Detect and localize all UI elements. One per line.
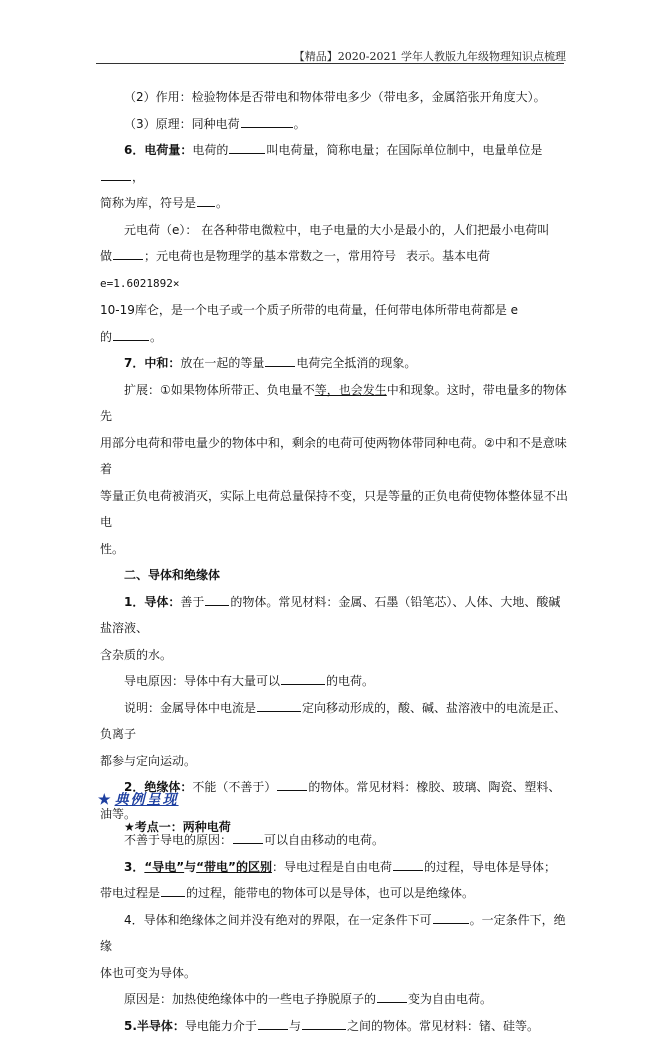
text: （2）作用：检验物体是否带电和物体带电多少（带电多，金属箔张开角度大）。 — [124, 90, 546, 104]
line-extension — [100, 377, 568, 430]
underlined-text: 等，也会发生 — [315, 383, 387, 397]
text: 叫电荷量，简称电量；在国际单位制中，电量单位是 — [266, 143, 542, 157]
text: 简称为库，符号是 — [100, 196, 196, 210]
line-boundary-2 — [100, 960, 568, 987]
header-rule — [96, 63, 564, 64]
item-heading: 2．绝缘体： — [124, 780, 192, 794]
text: 导电能力介于 — [185, 1019, 257, 1033]
text: 原因是：加热使绝缘体中的一些电子挣脱原子的 — [124, 992, 376, 1006]
text: 。 — [150, 330, 162, 344]
item-heading: 5.半导体： — [124, 1019, 185, 1033]
text: 善于 — [180, 595, 204, 609]
line-explanation — [100, 695, 568, 748]
text: 元电荷（e）： 在各种带电微粒中，电子电量的大小是最小的，人们把最小电荷叫 — [124, 223, 549, 237]
line-elementary-charge-2 — [100, 243, 568, 297]
line-coulomb — [100, 190, 568, 217]
text: 。一定条件下，绝缘 — [100, 913, 566, 954]
line-cause — [100, 986, 568, 1013]
fill-blank — [233, 831, 263, 844]
fill-blank — [433, 911, 469, 924]
text: 扩展：①如果物体所带正、负电量不 — [124, 383, 315, 397]
text: 。 — [294, 117, 306, 131]
fill-blank — [377, 990, 407, 1003]
text: 等量正负电荷被消灭，实际上电荷总量保持不变，只是等量的正负电荷使物体整体显不出电 — [100, 489, 568, 530]
fill-blank — [281, 672, 325, 685]
line-elementary-charge-3 — [100, 297, 568, 324]
text: 用部分电荷和带电量少的物体中和，剩余的电荷可使两物体带同种电荷。②中和不是意味着 — [100, 436, 567, 477]
fill-blank — [229, 141, 265, 154]
line-extension-4 — [100, 536, 568, 563]
text: 中和现象。这时，带电量多的物体先 — [100, 383, 567, 424]
text: 与 — [289, 1019, 301, 1033]
line-difference-2 — [100, 880, 568, 907]
fill-blank — [257, 699, 301, 712]
text: “带电” — [196, 860, 236, 874]
banner-title: 典例呈现 — [115, 792, 179, 808]
line-semiconductor — [100, 1013, 568, 1039]
item-heading: 6．电荷量： — [124, 143, 192, 157]
text: 不善于导电的原因： — [124, 833, 232, 847]
item-heading: 1．导体： — [124, 595, 180, 609]
page-header: 【精品】2020-2021 学年人教版九年级物理知识点梳理 — [96, 48, 566, 64]
text: “导电” — [144, 860, 184, 874]
line-extension-2 — [100, 430, 568, 483]
text: 可以自由移动的电荷。 — [264, 833, 384, 847]
text: 与 — [184, 860, 196, 874]
text: 做 — [100, 249, 112, 263]
text: 表示。基本电荷 — [406, 249, 490, 263]
line-difference — [100, 854, 568, 881]
item-heading: 7．中和： — [124, 356, 180, 370]
text: （3）原理：同种电荷 — [124, 117, 240, 131]
text: 的电荷。 — [326, 674, 374, 688]
fill-blank — [205, 593, 229, 606]
text: ， — [132, 170, 144, 184]
text: 的物体。常见材料：金属、石墨（铅笔芯）、人体、大地、酸碱盐溶液、 — [100, 595, 560, 636]
text: 性。 — [100, 542, 124, 556]
text: 电荷的 — [192, 143, 228, 157]
text: 的区别 — [236, 860, 272, 874]
text: 放在一起的等量 — [180, 356, 264, 370]
text: 都参与定向运动。 — [100, 754, 196, 768]
line-neutralization — [100, 350, 568, 377]
text: 变为自由电荷。 — [408, 992, 492, 1006]
line-principle — [100, 111, 568, 138]
line-explanation-2 — [100, 748, 568, 775]
line-conduct-reason — [100, 668, 568, 695]
fill-blank — [197, 194, 215, 207]
section-heading — [100, 562, 568, 589]
fill-blank — [393, 858, 423, 871]
text: 体也可变为导体。 — [100, 966, 196, 980]
line-conductor-2 — [100, 642, 568, 669]
text: ；元电荷也是物理学的基本常数之一，常用符号 — [144, 249, 396, 263]
text: 之间的物体。常见材料：锗、硅等。 — [347, 1019, 539, 1033]
text: 的 — [100, 330, 112, 344]
text: 定向移动形成的，酸、碱、盐溶液中的电流是正、负离子 — [100, 701, 566, 742]
text: 含杂质的水。 — [100, 648, 172, 662]
fill-blank — [397, 248, 405, 260]
text: e=1.6021892× — [100, 277, 179, 290]
fill-blank — [258, 1017, 288, 1030]
text: 带电过程是 — [100, 886, 160, 900]
example-banner — [98, 789, 179, 809]
text: 的物体。常见材料：橡胶、玻璃、陶瓷、塑料、油等。 — [100, 780, 560, 821]
text: 4．导体和绝缘体之间并没有绝对的界限，在一定条件下可 — [124, 913, 432, 927]
fill-blank — [113, 328, 149, 341]
exam-point-heading: ★考点一：两种电荷 — [124, 818, 231, 835]
fill-blank — [101, 168, 131, 181]
fill-blank — [161, 884, 185, 897]
item-heading: 3． — [124, 860, 144, 874]
fill-blank — [241, 115, 293, 128]
fill-blank — [277, 778, 307, 791]
text: 。 — [216, 196, 228, 210]
line-function — [100, 84, 568, 111]
text: 导电原因：导体中有大量可以 — [124, 674, 280, 688]
line-extension-3 — [100, 483, 568, 536]
text: 二、导体和绝缘体 — [124, 568, 220, 582]
text: ：导电过程是自由电荷 — [272, 860, 392, 874]
text: 的过程，能带电的物体可以是导体，也可以是绝缘体。 — [186, 886, 474, 900]
text: 说明：金属导体中电流是 — [124, 701, 256, 715]
line-elementary-charge — [100, 217, 568, 244]
star-icon: ★ — [98, 792, 113, 808]
fill-blank — [265, 354, 295, 367]
fill-blank — [302, 1017, 346, 1030]
text: 不能（不善于） — [192, 780, 276, 794]
text: 10-19库仑，是一个电子或一个质子所带的电荷量，任何带电体所带电荷都是 e — [100, 303, 518, 317]
document-body — [100, 84, 568, 1039]
text: 电荷完全抵消的现象。 — [296, 356, 416, 370]
text: 的过程，导电体是导体； — [424, 860, 556, 874]
line-boundary — [100, 907, 568, 960]
line-charge-quantity — [100, 137, 568, 190]
fill-blank — [113, 247, 143, 260]
line-conductor — [100, 589, 568, 642]
line-elementary-charge-4 — [100, 324, 568, 351]
